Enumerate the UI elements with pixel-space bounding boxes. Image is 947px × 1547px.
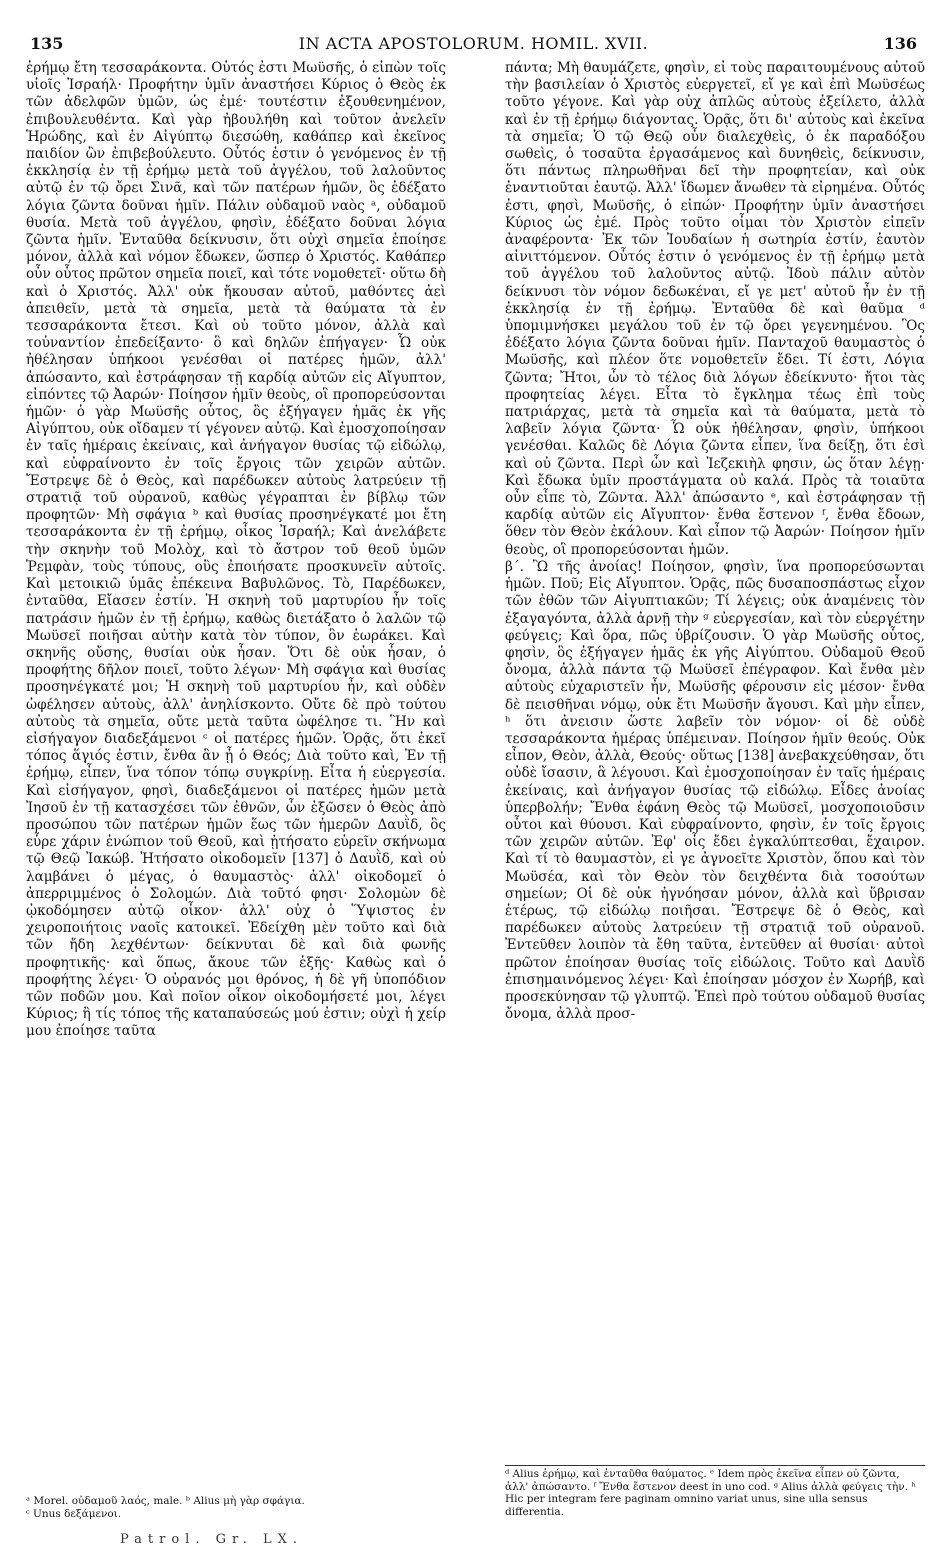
footnote-c: ᶜ Unus δεξάμενοι. xyxy=(26,1507,122,1520)
page-number-left: 135 xyxy=(30,34,64,53)
page-number-right: 136 xyxy=(883,34,917,53)
footnotes-right xyxy=(505,1465,925,1538)
left-column xyxy=(26,60,446,1470)
right-column xyxy=(505,60,925,1470)
right-column-text: πάντα; Μὴ θαυμάζετε, φησὶν, εἰ τοὺς παραιτουμένους αὐτοῦ τὴν βασιλείαν ὁ Χριστὸς εὐεργετεῖ, εἴ γε καὶ ἐπὶ Μωϋσέως τοῦτο γέγονε. Καὶ γὰρ οὐχ ἁπλῶς αὐτοὺς ἐξείλετο, ἀλλὰ καὶ ἐν τῇ ἐρήμῳ διάγοντας. Ὁρᾷς, ὅτι δι' αὐτοὺς καὶ ἐκεῖνα τὰ σημεῖα; Ὁ τῷ Θεῷ οὖν διαλεχθεὶς, ὁ ἐκ παραδόξου σωθεὶς, ὁ τοσαῦτα ἐργασάμενος καὶ δυνηθεὶς, δείκνυσιν, ὅτι πάντως πληρωθῆναι δεῖ τὴν προφητείαν, καὶ οὐκ ἐναντιοῦται ἑαυτῷ. Ἀλλ' ἴδωμεν ἄνωθεν τὰ εἰρημένα. Οὗτός ἐστι, φησὶ, Μωϋσῆς, ὁ εἰπών· Προφήτην ὑμῖν ἀναστήσει Κύριος ὡς ἐμέ. Πρὸς τοῦτο οἶμαι τὸν Χριστὸν εἰπεῖν ἀναφέροντα· Ἐκ τῶν Ἰουδαίων ἡ σωτηρία ἐστίν, ἑαυτὸν αἰνιττόμενον. Οὗτός ἐστιν ὁ γενόμενος ἐν τῇ ἐρήμῳ μετὰ τοῦ ἀγγέλου τοῦ λαλοῦντος αὐτῷ. Ἰδοὺ πάλιν αὐτὸν δείκνυσι τὸν νόμον δεδωκέναι, εἴ γε μετ' αὐτοῦ ἦν ἐν τῇ ἐκκλησίᾳ ἐν τῇ ἐρήμῳ. Ἐνταῦθα δὲ καὶ θαῦμα ᵈ ὑπομιμνήσκει μεγάλου τοῦ ἐν τῷ ὄρει γεγενημένου. Ὃς ἐδέξατο λόγια ζῶντα δοῦναι ἡμῖν. Πανταχοῦ θαυμαστὸς ὁ Μωϋσῆς, καὶ πλέον ὅτε νομοθετεῖν ἔδει. Τί ἐστι, Λόγια ζῶντα; Ἤτοι, ὧν τὸ τέλος διὰ λόγων ἐδείκνυτο· ἤτοι τὰς προφητείας λέγει. Εἶτα τὸ ἔγκλημα τέως ἐπὶ τοὺς πατριάρχας, μετὰ τὰ σημεῖα καὶ τὰ θαύματα, μετὰ τὸ λαβεῖν λόγια ζῶντα· Ὧ οὐκ ἠθέλησαν, φησὶν, ὑπήκοοι γενέσθαι. Καλῶς δὲ Λόγια ζῶντα εἶπεν, ἵνα δείξῃ, ὅτι ἐσὶ καὶ οὐ ζῶντα. Περὶ ὧν καὶ Ἰεζεκιὴλ φησιν, ὡς ὅταν λέγῃ· Καὶ ἔδωκα ὑμῖν προστάγματα οὐ καλά. Πρὸς τὰ τοιαῦτα οὖν εἶπε τὸ, Ζῶντα. Ἀλλ' ἀπώσαντο ᵉ, καὶ ἐστράφησαν τῇ καρδίᾳ αὐτῶν εἰς Αἴγυπτον· ἔνθα ἔστενον ᶠ, ἔνθα ἔδοων, ὅθεν τὸν Θεὸν ἐκάλουν. Καὶ εἶπον τῷ Ἀαρών· Ποίησον ἡμῖν θεοὺς, οἳ προπορεύσονται ἡμῶν. β΄. Ὢ τῆς ἀνοίας! Ποίησον, φησὶν, ἵνα προπορεύσωνται ἡμῶν. Ποῦ; Εἰς Αἴγυπτον. Ὁρᾷς, πῶς δυσαποσπάστως εἶχον τῶν ἐθῶν τῶν Αἰγυπτιακῶν; Τί λέγεις; οὐκ ἀναμένεις τὸν ἐξαγαγόντα, ἀλλὰ ἀρνῇ τὴν ᵍ εὐεργεσίαν, καὶ τὸν εὐεργέτην φεύγεις; Καὶ ὅρα, πῶς ὑβρίζουσιν. Ὁ γὰρ Μωϋσῆς οὗτος, φησὶν, ὃς ἐξήγαγεν ἡμᾶς ἐκ γῆς Αἰγύπτου. Οὐδαμοῦ Θεοῦ ὄνομα, ἀλλὰ πάντα τῷ Μωϋσεῖ ἐπέγραφον. Καὶ ἔνθα μὲν αὐτοὺς εὐχαριστεῖν ἦν, Μωϋσῆς φέρουσιν εἰς μέσον· ἔνθα δὲ πεισθῆναι νόμῳ, οὐκ ἔτι Μωϋσῆν ἄγουσι. Καὶ μὴν εἶπεν, ʰ ὅτι ἀνεισιν ὥστε λαβεῖν τὸν νόμον· οἱ δὲ οὐδὲ τεσσαράκοντα ἡμέρας ὑπέμειναν. Ποίησον ἡμῖν θεούς. Οὐκ εἶπον, Θεὸν, ἀλλὰ, Θεούς· οὕτως [138] ἀνεβακχεύθησαν, ὅτι οὐδὲ ἴσασιν, ἃ λέγουσι. Καὶ ἐμοσχοποίησαν ἐν ταῖς ἡμέραις ἐκείναις, καὶ ἀνήγαγον θυσίας τῷ εἰδώλῳ. Εἶδες ἀνοίας ὑπερβολήν; Ἔνθα ἐφάνη Θεὸς τῷ Μωϋσεῖ, μοσχοποιοῦσιν οὗτοι καὶ θύουσι. Καὶ εὐφραίνοντο, φησὶν, ἐν τοῖς ἔργοις τῶν χειρῶν αὐτῶν. Ἐφ' οἷς ἔδει ἐγκαλύπτεσθαι, ἔχαιρον. Καὶ τί τὸ θαυμαστὸν, εἰ γε ἀγνοεῖτε Χριστὸν, ὅπου καὶ τὸν Μωϋσέα, καὶ τὸν Θεὸν τὸν δειχθέντα διὰ τοσούτων σημείων; Οἱ δὲ οὐκ ἠγνόησαν μόνον, ἀλλὰ καὶ ὕβρισαν ἑτέρως, τῷ εἰδώλῳ ποιῆσαι. Ἔστρεψε δὲ ὁ Θεὸς, καὶ παρέδωκεν αὐτοὺς λατρεύειν τῇ στρατιᾷ τοῦ οὐρανοῦ. Ἐντεῦθεν λοιπὸν τὰ ἔθη ταῦτα, ἐντεῦθεν αἱ θυσίαι· αὐτοὶ πρῶτον ἐποίησαν θυσίας τοῖς εἰδώλοις. Τοῦτο καὶ Δαυῒδ ἐπισημαινόμενος λέγει· Καὶ ἐποίησαν μόσχον ἐν Χωρήβ, καὶ προσεκύνησαν τῷ γλυπτῷ. Ἐπεὶ πρὸ τούτου οὐδαμοῦ θυσίας ὄνομα, ἀλλὰ προσ- xyxy=(505,60,925,1023)
footnote-a: ᵃ Morel. οὐδαμοῦ λαός, male. ᵇ Alius μὴ γὰρ σφάγια. xyxy=(26,1495,305,1507)
footnotes-left xyxy=(26,1495,446,1535)
bottom-cut-line: Patrol. Gr. LX. xyxy=(120,1532,304,1547)
footnote-right-text: ᵈ Alius ἐρήμῳ, καὶ ἐνταῦθα θαύματος. ᵉ Idem πρὸς ἐκεῖνα εἶπεν οὐ ζῶντα, ἀλλ' ἀπώσαντο. ᶠ Ἔνθα ἔστενον deest in uno cod. ᵍ Alius ἀλλὰ φεύγεις τὴν. ʰ Hic per integram fere paginam omnino variat unus, sine ulla sensus differentia. xyxy=(505,1468,916,1518)
running-header xyxy=(20,34,927,56)
running-title: IN ACTA APOSTOLORUM. HOMIL. XVII. xyxy=(298,34,649,53)
left-column-text: ἐρήμῳ ἔτη τεσσαράκοντα. Οὗτός ἐστι Μωϋσῆς, ὁ εἰπὼν τοῖς υἱοῖς Ἰσραήλ· Προφήτην ὑμῖν ἀναστήσει Κύριος ὁ Θεὸς ἐκ τῶν ἀδελφῶν ὑμῶν, ὡς ἐμέ· τουτέστιν ἐξουθενημένον, ἐπιβουλευθέντα. Καὶ γὰρ ἠβουλήθη καὶ τοῦτον ἀνελεῖν Ἡρώδης, καὶ ἐν Αἰγύπτῳ διεσώθη, καθάπερ καὶ ἐκεῖνος παιδίον ὢν ἐπιβεβούλευτο. Οὗτός ἐστιν ὁ γενόμενος ἐν τῇ ἐκκλησίᾳ ἐν τῇ ἐρήμῳ μετὰ τοῦ ἀγγέλου, τοῦ λαλοῦντος αὐτῷ ἐν τῷ ὄρει Σινᾶ, καὶ τῶν πατέρων ἡμῶν, ὃς ἐδέξατο λόγια ζῶντα δοῦναι ἡμῖν. Πάλιν οὐδαμοῦ ναὸς ᵃ, οὐδαμοῦ θυσία. Μετὰ τοῦ ἀγγέλου, φησὶν, ἐδέξατο δοῦναι λόγια ζῶντα ἡμῖν. Ἐνταῦθα δείκνυσιν, ὅτι οὐχὶ σημεῖα ἐποίησε μόνον, ἀλλὰ καὶ νόμον ἔδωκεν, ὥσπερ ὁ Χριστός. Καθάπερ οὖν οὗτος πρῶτον σημεῖα ποιεῖ, καὶ τότε νομοθετεῖ· οὕτω δὴ καὶ ὁ Χριστός. Ἀλλ' οὐκ ἤκουσαν αὐτοῦ, μαθόντες ἀεὶ ἀπειθεῖν, μετὰ τὰ σημεῖα, μετὰ τὰ θαύματα τὰ ἐν τεσσαράκοντα ἔτεσι. Καὶ οὐ τοῦτο μόνον, ἀλλὰ καὶ τοὐναντίον ἐπεδείξαντο· ὃ καὶ δηλῶν ἐπήγαγεν· Ὧ οὐκ ἠθέλησαν ὑπήκοοι γενέσθαι οἱ πατέρες ἡμῶν, ἀλλ' ἀπώσαντο, καὶ ἐστράφησαν τῇ καρδίᾳ αὐτῶν εἰς Αἴγυπτον, εἰπόντες τῷ Ἀαρών· Ποίησον ἡμῖν θεοὺς, οἳ προπορεύσονται ἡμῶν· ὁ γὰρ Μωϋσῆς οὗτος, ὃς ἐξήγαγεν ἡμᾶς ἐκ γῆς Αἰγύπτου, οὐκ οἴδαμεν τί γέγονεν αὐτῷ. Καὶ ἐμοσχοποίησαν ἐν ταῖς ἡμέραις ἐκείναις, καὶ ἀνήγαγον θυσίας τῷ εἰδώλῳ, καὶ εὐφραίνοντο ἐν τοῖς ἔργοις τῶν χειρῶν αὐτῶν. Ἔστρεψε δὲ ὁ Θεὸς, καὶ παρέδωκεν αὐτοὺς λατρεύειν τῇ στρατιᾷ τοῦ οὐρανοῦ, καθὼς γέγραπται ἐν βίβλῳ τῶν προφητῶν· Μὴ σφάγια ᵇ καὶ θυσίας προσηνέγκατέ μοι ἔτη τεσσαράκοντα ἐν τῇ ἐρήμῳ, οἶκος Ἰσραήλ; Καὶ ἀνελάβετε τὴν σκηνὴν τοῦ Μολὸχ, καὶ τὸ ἄστρον τοῦ θεοῦ ὑμῶν Ῥεμφὰν, τοὺς τύπους, οὓς ἐποιήσατε προσκυνεῖν αὐτοῖς. Καὶ μετοικιῶ ὑμᾶς ἐπέκεινα Βαβυλῶνος. Τὸ, Παρέδωκεν, ἐνταῦθα, Εἴασεν ἐστίν. Ἡ σκηνὴ τοῦ μαρτυρίου ἦν τοῖς πατράσιν ἡμῶν ἐν τῇ ἐρήμῳ, καθὼς διετάξατο ὁ λαλῶν τῷ Μωϋσεῖ ποιῆσαι αὐτὴν κατὰ τὸν τύπον, ὃν ἑωράκει. Καὶ σκηνῆς οὔσης, θυσίαι οὐκ ἦσαν. Ὅτι δὲ οὐκ ἦσαν, ὁ προφήτης δῆλον ποιεῖ, τοῦτο λέγων· Μὴ σφάγια καὶ θυσίας προσηνέγκατέ μοι; Ἡ σκηνὴ τοῦ μαρτυρίου ἦν, καὶ οὐδὲν ὠφέλησεν αὐτοὺς, ἀλλ' ἀνηλίσκοντο. Οὔτε δὲ πρὸ τούτου αὐτοὺς τὰ σημεῖα, οὔτε μετὰ ταῦτα ὠφέλησε τι. Ἣν καὶ εἰσήγαγον διαδεξάμενοι ᶜ οἱ πατέρες ἡμῶν. Ὁρᾷς, ὅτι ἐκεῖ τόπος ἅγιός ἐστιν, ἔνθα ἂν ᾖ ὁ Θεός; Διὰ τοῦτο καὶ, Ἐν τῇ ἐρήμῳ, εἶπεν, ἵνα τόπον τόπῳ συγκρίνῃ. Εἶτα ἡ εὐεργεσία. Καὶ εἰσήγαγον, φησὶ, διαδεξάμενοι οἱ πατέρες ἡμῶν μετὰ Ἰησοῦ ἐν τῇ κατασχέσει τῶν ἐθνῶν, ὧν ἐξῶσεν ὁ Θεὸς ἀπὸ προσώπου τῶν πατέρων ἡμῶν ἕως τῶν ἡμερῶν Δαυῒδ, ὃς εὗρε χάριν ἐνώπιον τοῦ Θεοῦ, καὶ ᾐτήσατο εὑρεῖν σκήνωμα τῷ Θεῷ Ἰακώβ. Ἠτήσατο οἰκοδομεῖν [137] ὁ Δαυῒδ, καὶ οὐ λαμβάνει ὁ μέγας, ὁ θαυμαστὸς· ἀλλ' οἰκοδομεῖ ὁ ἀπερριμμένος ὁ Σολομών. Διὰ τοῦτό φησι· Σολομὼν δὲ ᾠκοδόμησεν αὐτῷ οἶκον· ἀλλ' οὐχ ὁ Ὕψιστος ἐν χειροποιήτοις ναοῖς κατοικεῖ. Ἐδείχθη μὲν τοῦτο καὶ διὰ τῶν ἤδη λεχθέντων· δείκνυται δὲ καὶ διὰ φωνῆς προφητικῆς· καὶ ὅπως, ἄκουε τῶν ἑξῆς· Καθὼς καὶ ὁ προφήτης λέγει· Ὁ οὐρανός μοι θρόνος, ἡ δὲ γῆ ὑποπόδιον τῶν ποδῶν μου. Καὶ ποῖον οἶκον οἰκοδομήσετέ μοι, λέγει Κύριος; ἢ τίς τόπος τῆς καταπαύσεώς μού ἐστιν; οὐχὶ ἡ χείρ μου ἐποίησε ταῦτα xyxy=(26,60,446,1040)
